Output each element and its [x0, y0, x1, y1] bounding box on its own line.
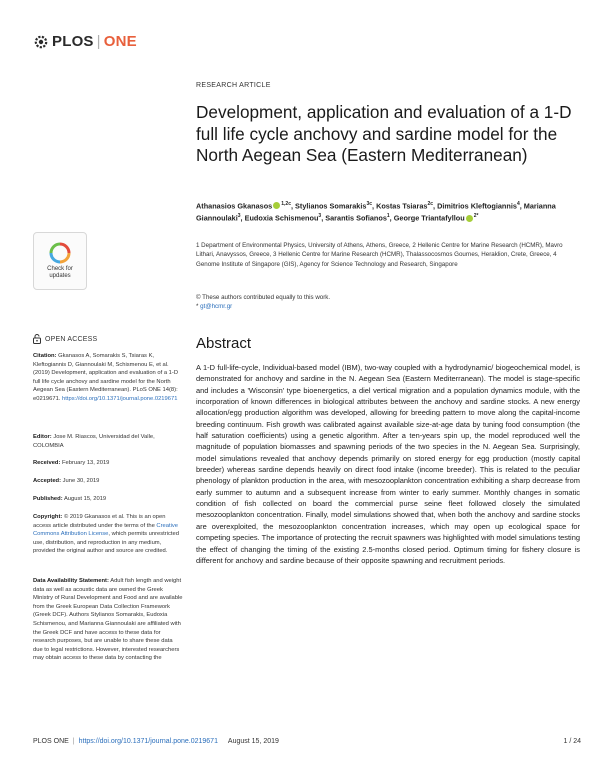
author-affiliation-marker: 3 [318, 213, 322, 220]
article-title: Development, application and evaluation of a 1-D full life cycle anchovy and sardine model for the North Aegean Sea (Eastern Mediterranean) [196, 102, 572, 165]
citation-doi-link[interactable]: https://doi.org/10.1371/journal.pone.0219671 [62, 395, 178, 402]
open-lock-icon [33, 334, 41, 344]
abstract-heading: Abstract [196, 335, 252, 352]
editor-block [33, 433, 183, 450]
published-date: August 15, 2019 [63, 496, 107, 502]
footer-left [33, 738, 279, 745]
check-updates-icon [49, 242, 71, 264]
logo-one-text: ONE [103, 33, 137, 50]
author-affiliation-marker: 1,2c [281, 201, 291, 207]
affiliations: 1 Department of Environmental Physics, University of Athens, Athens, Greece, 2 Hellenic Centre for Marine Research (HCMR), Mavro Lithari, Anavyssos, Greece, 3 Hellenic Centre for Marine Research (HCMR), Thalassocosmos Gournes, Heraklion, Crete, Greece, 4 Genome Institute of Singapore (GIS), Agency for Science Technology and Research, Singapore [196, 242, 563, 268]
author-list: Athanasios Gkanasos $^{1,2c}$, Stylianos Somarakis$^{3c}$, Kostas Tsiaras$^{2c}$, Dimitrios Kleftogiannis$^4$, Marianna Giannoulaki$^3$, Eudoxia Schismenou$^3$, Sarantis Sofianos$^1$, George Triantafyllou $^{2*}$ [196, 201, 556, 223]
author-name[interactable]: Eudoxia Schismenou [244, 213, 319, 223]
footer-journal: PLOS ONE [33, 738, 69, 745]
author-name[interactable]: Kostas Tsiaras [376, 201, 428, 211]
cc-license-link[interactable]: Creative Commons Attribution License [33, 522, 178, 538]
author-affiliation-marker: 4 [516, 201, 520, 207]
author-affiliation-marker: 2c [427, 201, 433, 207]
equal-contribution-note [196, 293, 581, 302]
open-access-text: OPEN ACCESS [45, 335, 98, 343]
check-updates-line1: Check for [47, 266, 73, 272]
footer-separator: | [72, 738, 75, 745]
citation-block [33, 352, 183, 404]
author-affiliation-marker: 3c [366, 201, 372, 207]
check-updates-label [47, 266, 73, 280]
asterisk-mark: * [196, 303, 199, 311]
copyright-text-post: , which permits unrestricted use, distribution, and reproduction in any medium, provided the original author and source are credited. [33, 531, 179, 555]
open-access-label [33, 334, 97, 344]
author-affiliation-marker: 3 [237, 213, 241, 220]
data-availability-block [33, 577, 183, 663]
published-label: Published: [33, 496, 63, 502]
equal-contribution-icon: © [196, 294, 201, 301]
citation-text: Gkanasos A, Somarakis S, Tsiaras K, Kleftogiannis D, Giannoulaki M, Schismenou E, et al. (2019) Development, application and evaluation of a 1-D full life cycle anchovy and sardine model for the North Aegean Sea (Eastern Mediterranean). PLoS ONE 14(8): e0219671. [33, 353, 179, 402]
data-availability-text: Adult fish length and weight data as well as acoustic data are owned the Greek Ministry of Rural Development and Food and are available from the Greek European Data Collection Framework (Greek DCF). Authors Stylianos Somarakis, Eudoxia Schismenou, and Marianna Giannoulaki are affiliated with the Greek DCF and have access to these data for research purposes, but are unable to share these data due to legal restrictions. However, interested researchers may obtain access to these data by contacting the [33, 578, 183, 662]
received-label: Received: [33, 460, 61, 466]
article-type: RESEARCH ARTICLE [196, 82, 271, 89]
copyright-label: Copyright: [33, 514, 63, 520]
data-availability-label: Data Availability Statement: [33, 578, 109, 584]
footer-date: August 15, 2019 [227, 738, 279, 745]
page-number: 1 / 24 [563, 738, 581, 745]
received-date: February 13, 2019 [62, 460, 110, 466]
copyright-text-pre: © 2019 Gkanasos et al. This is an open access article distributed under the terms of the [33, 514, 166, 529]
corresponding-email-line [196, 302, 581, 311]
editor-label: Editor: [33, 434, 52, 440]
accepted-date: June 30, 2019 [62, 478, 100, 484]
copyright-block [33, 513, 183, 556]
equal-contribution-text: These authors contributed equally to this work. [202, 294, 331, 301]
plos-gear-icon [33, 34, 49, 50]
author-affiliation-marker: 1 [386, 213, 390, 220]
orcid-icon[interactable] [273, 202, 280, 209]
check-for-updates-badge[interactable] [33, 232, 87, 290]
journal-logo [33, 33, 137, 50]
accepted-label: Accepted: [33, 478, 62, 484]
corresponding-email-link[interactable]: gt@hcmr.gr [200, 303, 233, 311]
author-name[interactable]: Dimitrios Kleftogiannis [437, 201, 517, 211]
check-updates-line2: updates [49, 273, 71, 279]
footer-doi-link[interactable]: https://doi.org/10.1371/journal.pone.0219671 [78, 738, 218, 745]
citation-label: Citation: [33, 353, 57, 359]
author-notes [196, 293, 581, 312]
accepted-block [33, 477, 183, 486]
author-affiliation-marker: 2* [473, 213, 479, 220]
abstract-body: A 1-D full-life-cycle, Individual-based model (IBM), two-way coupled with a hydrodynamic/ biogeochemical model, is demonstrated for anchovy and sardine in the N. Aegean Sea (Eastern Mediterranean). The model is stage-specific and includes a 'Wisconsin' type bioenergetics, a diel vertical migration and a population dynamics module, with the incorporation of known differences in biological attributes between the anchovy and sardine stocks. A new energy allocation/egg production algorithm was developed, allowing for breeding pattern to move along the capital-income breeding continuum. Fish growth was calibrated against available size-at-age data by tuning food consumption (the half saturation coefficients) using a genetic algorithm. After a ten-years spin up, the model reproduced well the magnitude of population biomasses and spawning periods of the two species in the N. Aegean Sea. Surprisingly, model simulations revealed that anchovy depends primarily on stored energy for egg production (mostly capital breeder) whereas sardine depends heavily on direct food intake (income breeder). This is related to the peculiar phenology of plankton production in the area, with mesozooplankton concentration exhibiting a sharp decrease from early summer to autumn and a subsequent increase from winter to early summer. Monthly changes in somatic condition of fish collected on board the commercial purse seine fleet followed closely the simulated mesozooplankton concentration. Finally, model simulations showed that, when both the anchovy and sardine stocks are overexploited, the mesozooplankton concentration increases, which may open up ecological space for competing species. The importance of protecting the recruit spawners was highlighted with model simulations testing the effect of changing the timing of the existing 2.5-months closed period. Optimum timing for fishery closure is different for anchovy and sardine because of their opposite spawning and recruitment periods. [196, 363, 580, 565]
editor-text: Jose M. Riascos, Universidad del Valle, COLOMBIA [33, 434, 155, 449]
logo-plos-text: PLOS [52, 33, 94, 50]
page-footer [33, 738, 581, 745]
author-name[interactable]: Sarantis Sofianos [325, 213, 387, 223]
orcid-icon[interactable] [466, 215, 473, 222]
received-block [33, 459, 183, 468]
author-name[interactable]: Marianna Giannoulaki [196, 201, 556, 223]
published-block [33, 495, 183, 504]
author-name[interactable]: George Triantafyllou [393, 213, 465, 223]
author-name[interactable]: Stylianos Somarakis [295, 201, 367, 211]
author-name[interactable]: Athanasios Gkanasos [196, 201, 273, 211]
logo-separator: | [96, 33, 101, 50]
